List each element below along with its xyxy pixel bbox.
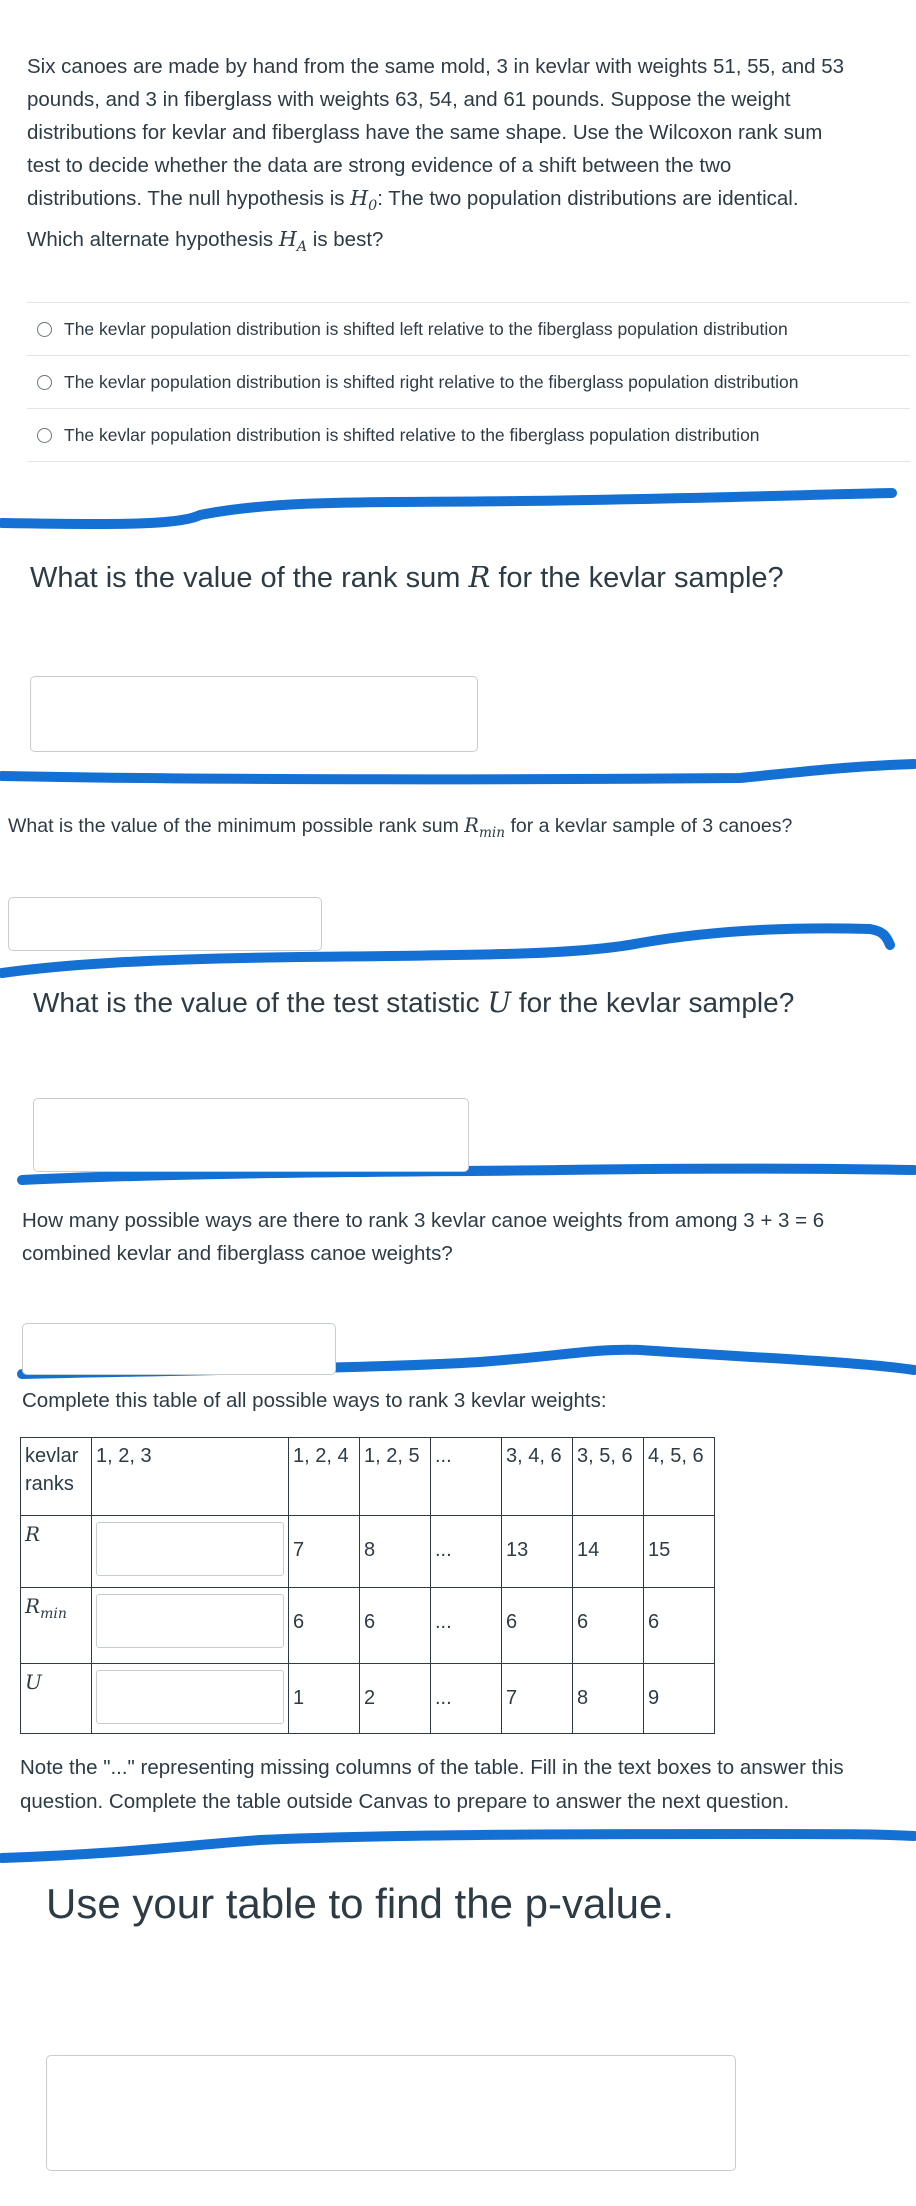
u-statistic-input[interactable] — [33, 1098, 469, 1172]
pvalue-input[interactable] — [46, 2055, 736, 2171]
table-cell: ... — [431, 1664, 502, 1734]
table-cell: ... — [431, 1588, 502, 1664]
column-header: 3, 4, 6 — [502, 1438, 573, 1516]
highlight-stroke — [0, 750, 916, 790]
row-label-u: U — [21, 1664, 92, 1734]
table-cell: 8 — [573, 1664, 644, 1734]
highlight-stroke — [0, 1820, 916, 1870]
rmin-question: What is the value of the minimum possible rank sum $R_{min}$ for a kevlar sample of 3 canoes? — [8, 814, 793, 841]
intro-line-1: Six canoes are made by hand from the same mold, 3 in kevlar with weights 51, 55, and 53 — [27, 55, 845, 78]
u-table-input[interactable] — [96, 1670, 284, 1724]
problem-statement — [27, 50, 897, 264]
pvalue-question: Use your table to find the p-value. — [46, 1880, 675, 1927]
table-prompt: Complete this table of all possible ways to rank 3 kevlar weights: — [22, 1389, 607, 1412]
option-shift-right[interactable]: The kevlar population distribution is shifted right relative to the fiberglass population distribution — [27, 355, 910, 408]
radio-button[interactable] — [37, 322, 52, 337]
u-symbol: U — [487, 986, 512, 1019]
table-cell: 8 — [360, 1516, 431, 1588]
ways-question: How many possible ways are there to rank 3 kevlar canoe weights from among 3 + 3 = 6 combined kevlar and fiberglass canoe weights? — [22, 1209, 825, 1265]
table-cell: 14 — [573, 1516, 644, 1588]
rank-table — [20, 1437, 715, 1734]
table-cell: 6 — [360, 1588, 431, 1664]
intro-line-4: test to decide whether the data are strong evidence of a shift between the two — [27, 154, 732, 177]
table-row — [21, 1438, 715, 1516]
table-cell: 9 — [644, 1664, 715, 1734]
alternate-hypothesis-symbol: $H_A$ — [278, 227, 308, 256]
column-header: 1, 2, 5 — [360, 1438, 431, 1516]
rmin-table-input[interactable] — [96, 1594, 284, 1648]
radio-button[interactable] — [37, 375, 52, 390]
option-shift-left[interactable]: The kevlar population distribution is shifted left relative to the fiberglass population distribution — [27, 302, 910, 355]
intro-line-6: Which alternate hypothesis $H_A$ is best? — [27, 227, 384, 256]
table-note: Note the "..." representing missing columns of the table. Fill in the text boxes to answer this question. Complete the table outside Canvas to prepare to answer the next question. — [20, 1756, 844, 1813]
column-header: ... — [431, 1438, 502, 1516]
table-cell: 6 — [573, 1588, 644, 1664]
option-shift-either[interactable]: The kevlar population distribution is shifted relative to the fiberglass population distribution — [27, 408, 910, 462]
table-cell: 6 — [644, 1588, 715, 1664]
column-header: 1, 2, 3 — [92, 1438, 289, 1516]
table-cell: 15 — [644, 1516, 715, 1588]
null-hypothesis-symbol: $H_0$ — [350, 186, 378, 215]
column-header: 3, 5, 6 — [573, 1438, 644, 1516]
rmin-input[interactable] — [8, 897, 322, 951]
radio-button[interactable] — [37, 428, 52, 443]
r-input[interactable] — [96, 1522, 284, 1576]
table-cell: 7 — [502, 1664, 573, 1734]
table-row — [21, 1588, 715, 1664]
rank-sum-question: What is the value of the rank sum R for the kevlar sample? — [30, 560, 784, 594]
table-cell: 6 — [502, 1588, 573, 1664]
intro-line-5: distributions. The null hypothesis is $H_0$: The two population distributions are identical. — [27, 186, 799, 215]
u-statistic-question: What is the value of the test statistic U for the kevlar sample? — [33, 986, 795, 1019]
ways-input[interactable] — [22, 1323, 336, 1375]
table-cell: 7 — [289, 1516, 360, 1588]
table-cell: 1 — [289, 1664, 360, 1734]
intro-line-2: pounds, and 3 in fiberglass with weights 63, 54, and 61 pounds. Suppose the weight — [27, 88, 791, 111]
table-cell: ... — [431, 1516, 502, 1588]
highlight-stroke — [0, 485, 916, 535]
table-cell: 2 — [360, 1664, 431, 1734]
header-label-cell: kevlar ranks — [21, 1438, 92, 1516]
rmin-symbol: $R_{min}$ — [464, 814, 506, 841]
table-cell: 13 — [502, 1516, 573, 1588]
column-header: 1, 2, 4 — [289, 1438, 360, 1516]
rank-sum-input[interactable] — [30, 676, 478, 752]
table-row — [21, 1664, 715, 1734]
row-label-r: R — [21, 1516, 92, 1588]
rank-sum-symbol: R — [468, 560, 491, 594]
answer-options — [27, 302, 910, 462]
column-header: 4, 5, 6 — [644, 1438, 715, 1516]
intro-line-3: distributions for kevlar and fiberglass have the same shape. Use the Wilcoxon rank sum — [27, 121, 823, 144]
table-row — [21, 1516, 715, 1588]
table-cell: 6 — [289, 1588, 360, 1664]
row-label-rmin: $R_{min}$ — [21, 1588, 92, 1664]
